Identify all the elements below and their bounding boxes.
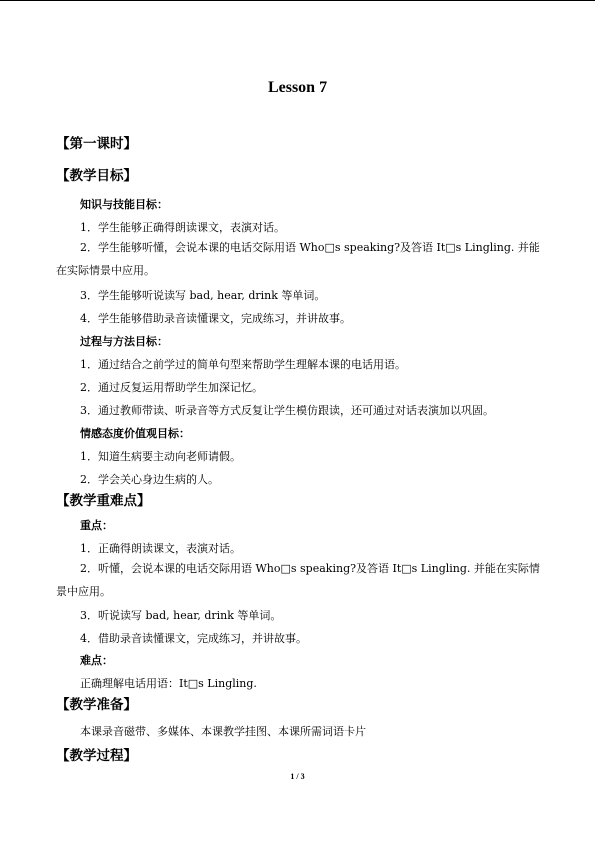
difficulty-heading: 难点：	[80, 654, 113, 667]
knowledge-item-1: 1．学生能够正确得朗读课文，表演对话。	[80, 221, 285, 234]
section-procedure: 【教学过程】	[56, 748, 137, 764]
knowledge-item-4: 4．学生能够借助录音读懂课文，完成练习，并讲故事。	[80, 312, 351, 325]
key-item-4: 4．借助录音读懂课文，完成练习，并讲故事。	[80, 632, 307, 645]
emotion-item-2: 2．学会关心身边生病的人。	[80, 473, 219, 486]
key-item-3: 3．听说读写 bad, hear, drink 等单词。	[80, 609, 282, 622]
page-number: 1 / 3	[290, 772, 305, 781]
key-item-1: 1．正确得朗读课文，表演对话。	[80, 542, 241, 555]
knowledge-item-3: 3．学生能够听说读写 bad, hear, drink 等单词。	[80, 289, 326, 302]
process-heading: 过程与方法目标：	[80, 335, 168, 348]
preparation-text: 本课录音磁带、多媒体、本课教学挂图、本课所需词语卡片	[80, 725, 366, 738]
process-item-1: 1．通过结合之前学过的简单句型来帮助学生理解本课的电话用语。	[80, 358, 406, 371]
section-objectives: 【教学目标】	[56, 168, 137, 184]
emotion-item-1: 1．知道生病要主动向老师请假。	[80, 450, 241, 463]
knowledge-heading: 知识与技能目标：	[80, 198, 168, 211]
difficulty-item-1: 正确理解电话用语：It□s Lingling.	[80, 677, 257, 690]
emotion-heading: 情感态度价值观目标：	[80, 427, 190, 440]
section-first-period: 【第一课时】	[56, 136, 137, 152]
section-key-points: 【教学重难点】	[56, 493, 151, 509]
key-item-2: 2．听懂，会说本课的电话交际用语 Who□s speaking?及答语 It□s Lingling. 并能在实际情景中应用。	[56, 562, 540, 598]
knowledge-item-2: 2．学生能够听懂，会说本课的电话交际用语 Who□s speaking?及答语 It□s Lingling. 并能在实际情景中应用。	[56, 241, 540, 277]
process-item-2: 2．通过反复运用帮助学生加深记忆。	[80, 381, 263, 394]
key-heading: 重点：	[80, 519, 113, 532]
lesson-title: Lesson 7	[267, 79, 328, 96]
section-preparation: 【教学准备】	[56, 697, 137, 713]
process-item-3: 3．通过教师带读、听录音等方式反复让学生模仿跟读，还可通过对话表演加以巩固。	[80, 404, 494, 417]
